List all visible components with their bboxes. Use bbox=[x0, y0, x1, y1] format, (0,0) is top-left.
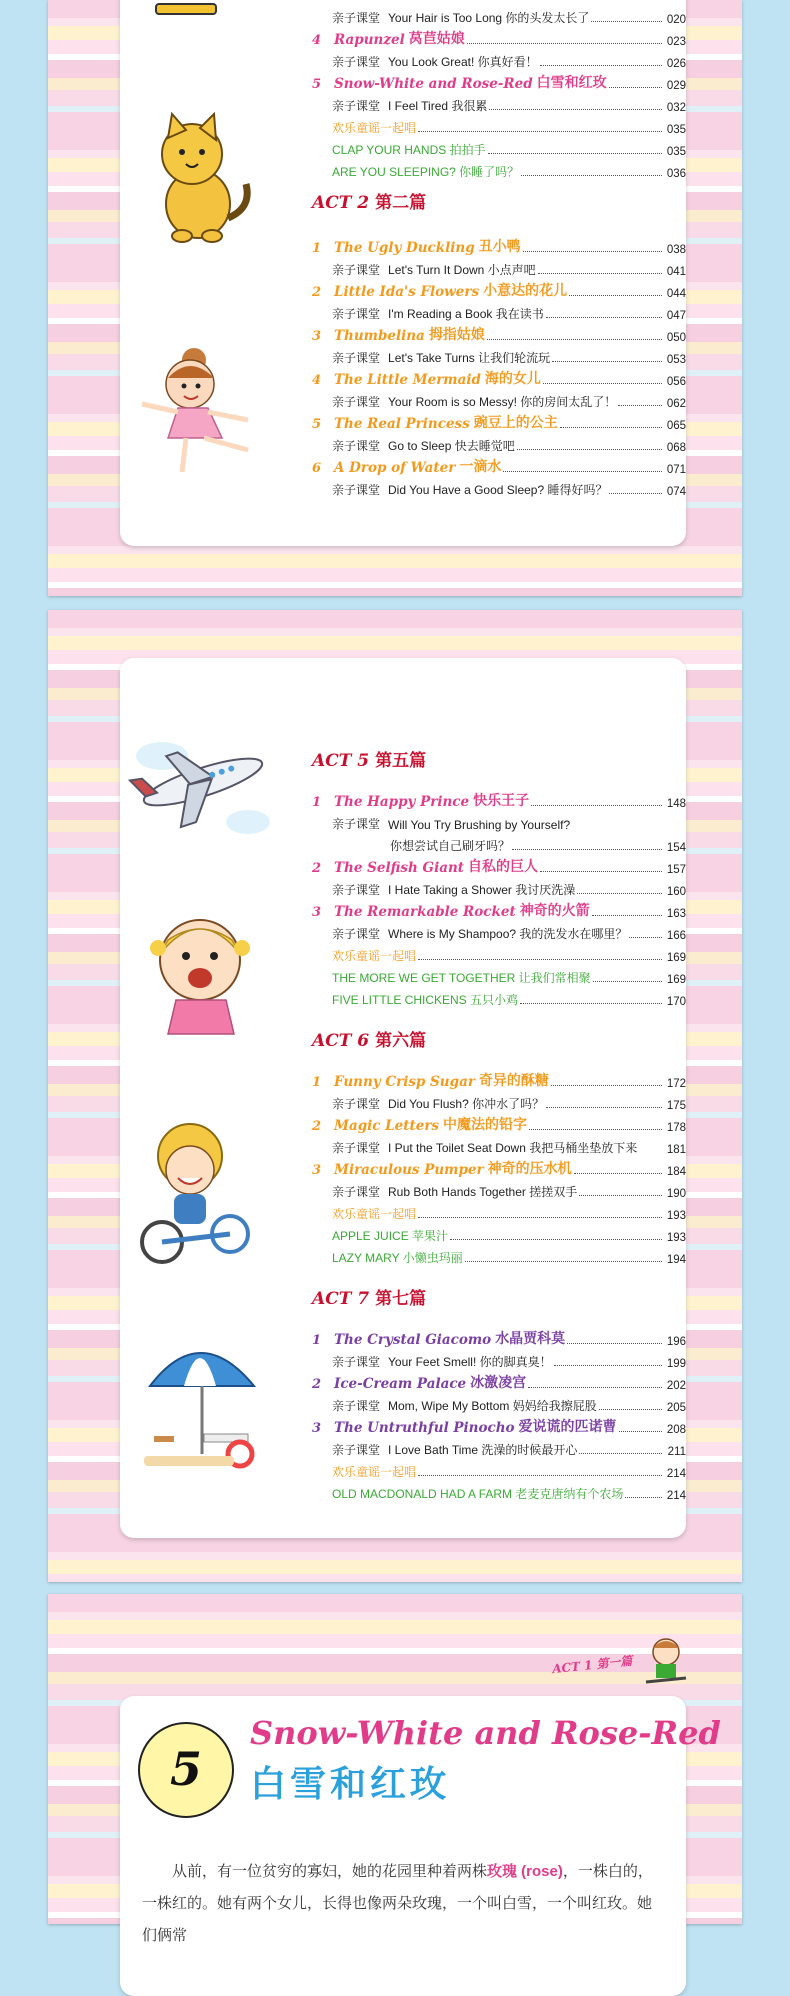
toc-lesson-row bbox=[332, 1092, 686, 1112]
dot-leader bbox=[591, 21, 662, 22]
story-title-chinese: 快乐王子 bbox=[473, 792, 530, 808]
story-title-chinese: 神奇的压水机 bbox=[487, 1160, 572, 1176]
toc-song-row bbox=[332, 160, 686, 180]
page-number: 157 bbox=[666, 864, 686, 876]
story-number: 1 bbox=[312, 241, 322, 256]
story-number: 5 bbox=[312, 417, 322, 432]
boy-illustration bbox=[640, 1634, 690, 1686]
toc-story-row bbox=[312, 456, 686, 476]
lesson-title: Your Feet Smell! 你的脚真臭！ bbox=[388, 1355, 552, 1369]
dot-leader bbox=[418, 131, 662, 132]
page-number: 208 bbox=[666, 1424, 686, 1436]
dot-leader bbox=[489, 109, 662, 110]
page-number: 053 bbox=[666, 354, 686, 366]
page-number: 193 bbox=[666, 1232, 686, 1244]
dot-leader bbox=[467, 43, 662, 44]
toc-story-row bbox=[312, 1328, 686, 1348]
lesson-label: 亲子课堂 bbox=[332, 395, 381, 409]
lesson-label: 亲子课堂 bbox=[332, 1185, 381, 1199]
story-title-chinese: 莴苣姑娘 bbox=[408, 30, 465, 46]
page-number: 169 bbox=[666, 974, 686, 986]
act-label: ACT 7 bbox=[312, 1289, 370, 1309]
toc-lesson-continuation bbox=[390, 834, 686, 854]
lesson-label: 亲子课堂 bbox=[332, 439, 381, 453]
page-number: 172 bbox=[666, 1078, 686, 1090]
story-title-english: The Crystal Giacomo bbox=[334, 1332, 492, 1348]
lesson-label: 亲子课堂 bbox=[332, 99, 381, 113]
lesson-title: Where is My Shampoo? 我的洗发水在哪里？ bbox=[388, 927, 628, 941]
toc-lesson-row bbox=[332, 1350, 686, 1370]
story-title-chinese: 小意达的花儿 bbox=[483, 282, 568, 298]
story-number: 4 bbox=[312, 373, 322, 388]
toc-lesson-row bbox=[332, 478, 686, 498]
story-title-chinese: 丑小鸭 bbox=[478, 238, 521, 254]
page-number: 062 bbox=[666, 398, 686, 410]
page-number: 196 bbox=[666, 1336, 686, 1348]
toc-story-row bbox=[312, 856, 686, 876]
dot-leader bbox=[531, 805, 662, 806]
toc-lesson-row bbox=[332, 258, 686, 278]
page-number: 154 bbox=[666, 842, 686, 854]
lesson-title: Go to Sleep 快去睡觉吧 bbox=[388, 439, 515, 453]
dot-leader bbox=[567, 1343, 662, 1344]
page-number: 026 bbox=[666, 58, 686, 70]
dot-leader bbox=[625, 1497, 662, 1498]
story-title-english: The Little Mermaid bbox=[334, 372, 481, 388]
ballerina-girl-illustration bbox=[138, 338, 258, 474]
lesson-title: Will You Try Brushing by Yourself? bbox=[388, 818, 571, 832]
story-title-chinese: 自私的巨人 bbox=[468, 858, 539, 874]
dot-leader bbox=[618, 405, 662, 406]
dot-leader bbox=[579, 1195, 662, 1196]
lesson-label: 亲子课堂 bbox=[332, 55, 381, 69]
page-number: 035 bbox=[666, 146, 686, 158]
story-title-english: Thumbelina bbox=[334, 328, 425, 344]
story-title-english: The Real Princess bbox=[334, 416, 470, 432]
lesson-label: 亲子课堂 bbox=[332, 927, 381, 941]
page-number: 175 bbox=[666, 1100, 686, 1112]
page-number: 020 bbox=[666, 14, 686, 26]
act-heading bbox=[312, 746, 426, 771]
boy-on-bike-illustration bbox=[130, 1116, 260, 1266]
dot-leader bbox=[528, 1387, 662, 1388]
toc-story-row bbox=[312, 900, 686, 920]
song-title: THE MORE WE GET TOGETHER 让我们常相聚 bbox=[332, 971, 591, 985]
page-number: 214 bbox=[666, 1468, 686, 1480]
story-title-chinese: 冰激凌宫 bbox=[470, 1374, 527, 1390]
toc-lesson-row bbox=[332, 346, 686, 366]
chapter-title-chinese: 白雪和红玫 bbox=[250, 1764, 451, 1805]
story-paragraph bbox=[142, 1856, 662, 1952]
dot-leader bbox=[488, 153, 662, 154]
act-title-chinese: 第五篇 bbox=[375, 751, 427, 771]
story-title-chinese: 水晶贾科莫 bbox=[495, 1330, 566, 1346]
toc-lesson-row bbox=[332, 922, 686, 942]
act-heading bbox=[312, 188, 426, 213]
page-number: 038 bbox=[666, 244, 686, 256]
chapter-title-english: Snow-White and Rose-Red bbox=[250, 1714, 721, 1752]
dot-leader bbox=[512, 849, 662, 850]
page-number: 041 bbox=[666, 266, 686, 278]
page-number: 068 bbox=[666, 442, 686, 454]
story-number: 2 bbox=[312, 285, 322, 300]
story-title-english: The Untruthful Pinocho bbox=[334, 1420, 515, 1436]
story-number: 3 bbox=[312, 329, 322, 344]
dot-leader bbox=[540, 871, 662, 872]
song-title: ARE YOU SLEEPING? 你睡了吗？ bbox=[332, 165, 520, 179]
toc-story-row bbox=[312, 1416, 686, 1436]
lesson-title: Your Room is so Messy! 你的房间太乱了！ bbox=[388, 395, 617, 409]
toc-lesson-row bbox=[332, 94, 686, 114]
page-number: 050 bbox=[666, 332, 686, 344]
dot-leader bbox=[577, 893, 662, 894]
lesson-title: 你想尝试自己刷牙吗？ bbox=[390, 839, 511, 853]
toc-lesson-row bbox=[332, 812, 686, 832]
lesson-label: 亲子课堂 bbox=[332, 307, 381, 321]
page-number: 184 bbox=[666, 1166, 686, 1178]
page-number: 190 bbox=[666, 1188, 686, 1200]
story-title-chinese: 爱说谎的匹诺曹 bbox=[518, 1418, 617, 1434]
song-title: OLD MACDONALD HAD A FARM 老麦克唐纳有个农场 bbox=[332, 1487, 624, 1501]
story-number: 2 bbox=[312, 1377, 322, 1392]
dot-leader bbox=[540, 65, 662, 66]
toc-story-row bbox=[312, 1114, 686, 1134]
song-title: 欢乐童谣一起唱 bbox=[332, 949, 417, 963]
lesson-title: Rub Both Hands Together 搓搓双手 bbox=[388, 1185, 578, 1199]
story-number: 3 bbox=[312, 1421, 322, 1436]
toc-song-row bbox=[332, 966, 686, 986]
dot-leader bbox=[574, 1173, 662, 1174]
act-heading bbox=[312, 1284, 426, 1309]
act-label: ACT 5 bbox=[312, 751, 370, 771]
dot-leader bbox=[592, 915, 662, 916]
story-title-chinese: 豌豆上的公主 bbox=[473, 414, 558, 430]
song-title: 欢乐童谣一起唱 bbox=[332, 1465, 417, 1479]
toc-song-row bbox=[332, 116, 686, 136]
dot-leader bbox=[517, 449, 662, 450]
act-title-chinese: 第七篇 bbox=[375, 1289, 427, 1309]
toc-song-row bbox=[332, 1246, 686, 1266]
dot-leader bbox=[418, 1475, 662, 1476]
page-number: 181 bbox=[666, 1144, 686, 1156]
dot-leader bbox=[609, 87, 662, 88]
page-number: 199 bbox=[666, 1358, 686, 1370]
story-title-english: Rapunzel bbox=[334, 32, 405, 48]
story-title-english: A Drop of Water bbox=[334, 460, 456, 476]
toc-story-row bbox=[312, 368, 686, 388]
story-title-english: Magic Letters bbox=[334, 1118, 440, 1134]
lesson-label: 亲子课堂 bbox=[332, 483, 381, 497]
toc-lesson-row bbox=[332, 6, 686, 26]
airplane-illustration bbox=[128, 722, 278, 842]
story-number: 3 bbox=[312, 905, 322, 920]
page-number: 065 bbox=[666, 420, 686, 432]
lesson-label: 亲子课堂 bbox=[332, 263, 381, 277]
lesson-title: I Love Bath Time 洗澡的时候最开心 bbox=[388, 1443, 578, 1457]
toc-song-row bbox=[332, 944, 686, 964]
cat-illustration bbox=[142, 108, 262, 248]
act-heading bbox=[312, 1026, 426, 1051]
lesson-title: I Feel Tired 我很累 bbox=[388, 99, 488, 113]
dot-leader bbox=[450, 1239, 662, 1240]
toc-story-row bbox=[312, 1158, 686, 1178]
story-title-english: The Happy Prince bbox=[334, 794, 470, 810]
dot-leader bbox=[554, 1365, 662, 1366]
dot-leader bbox=[619, 1431, 662, 1432]
toc-story-row bbox=[312, 324, 686, 344]
dot-leader bbox=[418, 1217, 662, 1218]
page-number: 047 bbox=[666, 310, 686, 322]
story-title-chinese: 拇指姑娘 bbox=[428, 326, 485, 342]
story-title-chinese: 白雪和红玫 bbox=[536, 74, 607, 90]
story-number: 3 bbox=[312, 1163, 322, 1178]
story-card bbox=[120, 1696, 721, 1996]
story-title-chinese: 神奇的火箭 bbox=[519, 902, 590, 918]
lesson-title: Let's Take Turns 让我们轮流玩 bbox=[388, 351, 551, 365]
toc-lesson-row bbox=[332, 390, 686, 410]
toc-song-row bbox=[332, 1202, 686, 1222]
story-title-chinese: 奇异的酥糖 bbox=[478, 1072, 549, 1088]
trophy-illustration bbox=[152, 0, 222, 24]
act-label: ACT 6 bbox=[312, 1031, 370, 1051]
toc-song-row bbox=[332, 1482, 686, 1502]
toc-lesson-row bbox=[332, 1438, 686, 1458]
story-title-english: The Ugly Duckling bbox=[334, 240, 475, 256]
song-title: APPLE JUICE 苹果汁 bbox=[332, 1229, 449, 1243]
story-title-english: Miraculous Pumper bbox=[334, 1162, 484, 1178]
act-title-chinese: 第二篇 bbox=[375, 193, 427, 213]
dot-leader bbox=[503, 471, 662, 472]
paragraph-text: ，一株白的，一株红的。她有两个女儿，长得也像两朵玫瑰，一个叫白雪，一个叫红玫。她们俩常 bbox=[142, 1863, 653, 1944]
dot-leader bbox=[546, 317, 662, 318]
song-title: 欢乐童谣一起唱 bbox=[332, 1207, 417, 1221]
lesson-title: Did You Flush? 你冲水了吗？ bbox=[388, 1097, 545, 1111]
lesson-label: 亲子课堂 bbox=[332, 1399, 381, 1413]
story-number: 2 bbox=[312, 861, 322, 876]
story-title-english: Snow-White and Rose-Red bbox=[334, 76, 533, 92]
page-number: 056 bbox=[666, 376, 686, 388]
chapter-number: 5 bbox=[169, 1742, 202, 1796]
dot-leader bbox=[569, 295, 662, 296]
page-number: 193 bbox=[666, 1210, 686, 1222]
story-number: 4 bbox=[312, 33, 322, 48]
story-number: 6 bbox=[312, 461, 322, 476]
toc-story-row bbox=[312, 72, 686, 92]
lesson-label: 亲子课堂 bbox=[332, 1443, 381, 1457]
story-number: 5 bbox=[312, 77, 322, 92]
toc-song-row bbox=[332, 138, 686, 158]
crying-girl-illustration bbox=[142, 904, 262, 1040]
toc-lesson-row bbox=[332, 1180, 686, 1200]
toc-story-row bbox=[312, 790, 686, 810]
lesson-label: 亲子课堂 bbox=[332, 1141, 381, 1155]
song-title: LAZY MARY 小懒虫玛丽 bbox=[332, 1251, 463, 1265]
story-title-english: Funny Crisp Sugar bbox=[334, 1074, 475, 1090]
toc-story-row bbox=[312, 280, 686, 300]
story-title-chinese: 一滴水 bbox=[459, 458, 502, 474]
toc-lesson-row bbox=[332, 50, 686, 70]
lesson-title: I Put the Toilet Seat Down 我把马桶坐垫放下来 bbox=[388, 1141, 638, 1155]
toc-story-row bbox=[312, 1070, 686, 1090]
dot-leader bbox=[560, 427, 662, 428]
page-number: 169 bbox=[666, 952, 686, 964]
toc-lesson-row bbox=[332, 878, 686, 898]
dot-leader bbox=[579, 1453, 662, 1454]
dot-leader bbox=[521, 175, 662, 176]
lesson-label: 亲子课堂 bbox=[332, 1355, 381, 1369]
page-number: 029 bbox=[666, 80, 686, 92]
lesson-title: Your Hair is Too Long 你的头发太长了 bbox=[388, 11, 590, 25]
toc-lesson-row bbox=[332, 1394, 686, 1414]
dot-leader bbox=[609, 493, 662, 494]
story-title-english: The Remarkable Rocket bbox=[334, 904, 516, 920]
lesson-title: I'm Reading a Book 我在读书 bbox=[388, 307, 544, 321]
toc-story-row bbox=[312, 412, 686, 432]
toc-page-1 bbox=[48, 0, 742, 596]
dot-leader bbox=[520, 1003, 662, 1004]
dot-leader bbox=[418, 959, 662, 960]
lesson-title: I Hate Taking a Shower 我讨厌洗澡 bbox=[388, 883, 576, 897]
song-title: FIVE LITTLE CHICKENS 五只小鸡 bbox=[332, 993, 519, 1007]
page-number: 044 bbox=[666, 288, 686, 300]
dot-leader bbox=[546, 1107, 662, 1108]
toc-story-row bbox=[312, 28, 686, 48]
dot-leader bbox=[552, 361, 662, 362]
paragraph-text: 从前，有一位贫穷的寡妇，她的花园里种着两株 bbox=[172, 1863, 488, 1880]
page-number: 166 bbox=[666, 930, 686, 942]
toc-story-row bbox=[312, 236, 686, 256]
page-number: 074 bbox=[666, 486, 686, 498]
dot-leader bbox=[538, 273, 662, 274]
story-title-chinese: 海的女儿 bbox=[484, 370, 541, 386]
toc-song-row bbox=[332, 988, 686, 1008]
dot-leader bbox=[487, 339, 662, 340]
story-number: 2 bbox=[312, 1119, 322, 1134]
lesson-title: Let's Turn It Down 小点声吧 bbox=[388, 263, 536, 277]
page-number: 148 bbox=[666, 798, 686, 810]
page-number: 170 bbox=[666, 996, 686, 1008]
toc-song-row bbox=[332, 1460, 686, 1480]
page-number: 214 bbox=[666, 1490, 686, 1502]
page-number: 071 bbox=[666, 464, 686, 476]
beach-umbrella-illustration bbox=[144, 1330, 264, 1470]
lesson-label: 亲子课堂 bbox=[332, 351, 381, 365]
chapter-number-bubble bbox=[138, 1722, 234, 1818]
toc-card bbox=[120, 0, 686, 546]
lesson-label: 亲子课堂 bbox=[332, 883, 381, 897]
lesson-title: Did You Have a Good Sleep? 睡得好吗？ bbox=[388, 483, 608, 497]
toc-page-2 bbox=[48, 610, 742, 1582]
story-number: 1 bbox=[312, 1075, 322, 1090]
song-title: CLAP YOUR HANDS 拍拍手 bbox=[332, 143, 486, 157]
dot-leader bbox=[599, 1409, 662, 1410]
lesson-label: 亲子课堂 bbox=[332, 817, 381, 831]
act-title-chinese: 第六篇 bbox=[375, 1031, 427, 1051]
lesson-title: Mom, Wipe My Bottom 妈妈给我擦屁股 bbox=[388, 1399, 597, 1413]
dot-leader bbox=[529, 1129, 662, 1130]
lesson-label: 亲子课堂 bbox=[332, 1097, 381, 1111]
dot-leader bbox=[551, 1085, 662, 1086]
page-number: 202 bbox=[666, 1380, 686, 1392]
act-tag: ACT 1 第一篇 bbox=[551, 1653, 633, 1677]
page-number: 163 bbox=[666, 908, 686, 920]
page-number: 194 bbox=[666, 1254, 686, 1266]
dot-leader bbox=[543, 383, 662, 384]
story-page bbox=[48, 1594, 742, 1944]
song-title: 欢乐童谣一起唱 bbox=[332, 121, 417, 135]
page-number: 211 bbox=[667, 1446, 686, 1458]
story-title-chinese: 中魔法的铅字 bbox=[443, 1116, 528, 1132]
story-number: 1 bbox=[312, 795, 322, 810]
toc-lesson-row bbox=[332, 302, 686, 322]
toc-story-row bbox=[312, 1372, 686, 1392]
highlight-word: 玫瑰 (rose) bbox=[487, 1863, 563, 1880]
page-number: 032 bbox=[666, 102, 686, 114]
page-number: 160 bbox=[666, 886, 686, 898]
act-label: ACT 2 bbox=[312, 193, 370, 213]
story-title-english: Little Ida's Flowers bbox=[334, 284, 480, 300]
page-number: 178 bbox=[666, 1122, 686, 1134]
story-title-english: Ice-Cream Palace bbox=[334, 1376, 467, 1392]
dot-leader bbox=[593, 981, 662, 982]
page-number: 036 bbox=[666, 168, 686, 180]
toc-lesson-row bbox=[332, 434, 686, 454]
page-number: 205 bbox=[666, 1402, 686, 1414]
page-number: 023 bbox=[666, 36, 686, 48]
toc-song-row bbox=[332, 1224, 686, 1244]
story-title-english: The Selfish Giant bbox=[334, 860, 465, 876]
lesson-label: 亲子课堂 bbox=[332, 11, 381, 25]
page-number: 035 bbox=[666, 124, 686, 136]
lesson-title: You Look Great! 你真好看！ bbox=[388, 55, 538, 69]
dot-leader bbox=[465, 1261, 662, 1262]
toc-lesson-row bbox=[332, 1136, 686, 1156]
dot-leader bbox=[523, 251, 662, 252]
toc-card bbox=[120, 658, 686, 1538]
dot-leader bbox=[629, 937, 662, 938]
story-number: 1 bbox=[312, 1333, 322, 1348]
